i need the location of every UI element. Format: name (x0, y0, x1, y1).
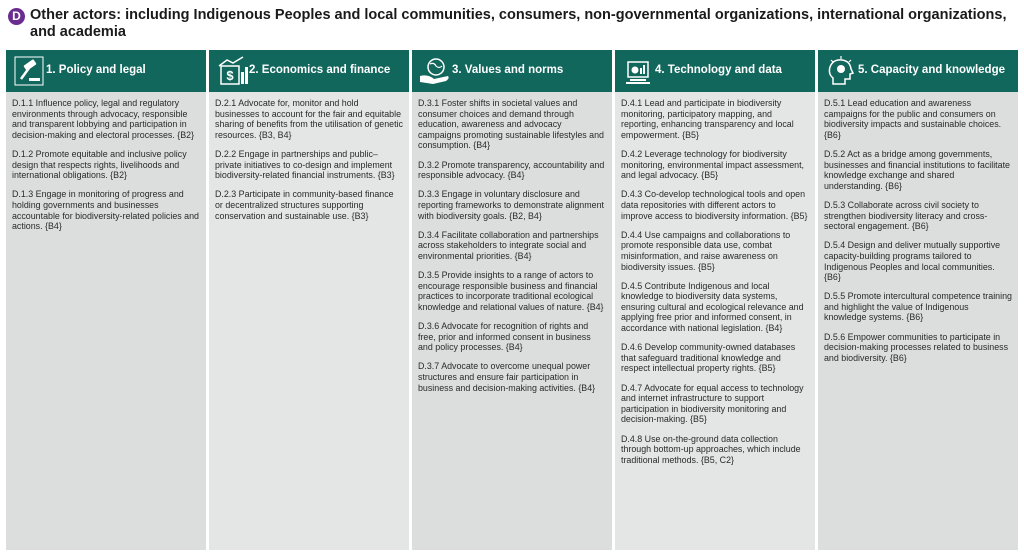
list-item: D.3.7 Advocate to overcome unequal power structures and ensure fair participation in business and decision-making activities. {B4} (418, 361, 596, 393)
list-item: D.5.2 Act as a bridge among governments, businesses and financial institutions to facilitate knowledge exchange and shared understanding. {B6} (824, 148, 1010, 191)
list-item: D.5.6 Empower communities to participate in decision-making processes related to business and biodiversity. {B6} (824, 331, 1009, 363)
column-header (412, 50, 612, 92)
head-lightbulb-icon (824, 54, 858, 88)
column-title: 5. Capacity and knowledge (858, 64, 1005, 76)
list-item: D.4.4 Use campaigns and collaborations to promote responsible data use, combat misinformation, and raise awareness on biodiversity issues. {B5} (621, 229, 791, 272)
list-item: D.1.1 Influence policy, legal and regulatory environments through advocacy, responsible and transparent lobbying and participation in decision-making and electoral processes. {B2} (12, 98, 195, 140)
column-economics-finance (209, 50, 409, 550)
section-header (8, 7, 1018, 47)
list-item: D.1.3 Engage in monitoring of progress and holding governments and businesses accountable for biodiversity-related policies and actions. {B4} (12, 189, 199, 232)
list-item: D.4.2 Leverage technology for biodiversity monitoring, environmental impact assessment, and legal advocacy. {B5} (621, 148, 805, 181)
hands-globe-icon (418, 54, 452, 88)
column-title: 1. Policy and legal (46, 64, 146, 76)
item-list (615, 92, 815, 465)
column-capacity-knowledge (818, 50, 1018, 550)
list-item: D.4.1 Lead and participate in biodiversity monitoring, participatory mapping, and reporting, enhancing transparency and local empowerment. {B5} (621, 98, 794, 140)
list-item: D.5.1 Lead education and awareness campaigns for the public and consumers on biodiversity impacts and sustainable choices. {B6} (824, 98, 1002, 140)
list-item: D.4.7 Advocate for equal access to technology and internet infrastructure to support participation in biodiversity monitoring and decision-making. {B5} (621, 382, 804, 425)
column-header (209, 50, 409, 92)
item-list (6, 92, 206, 232)
column-values-norms (412, 50, 612, 550)
column-title: 2. Economics and finance (249, 64, 391, 76)
list-item: D.2.3 Participate in community-based finance or decentralized structures supporting conservation and sustainable use. {B3} (215, 189, 394, 221)
list-item: D.5.5 Promote intercultural competence training and highlight the value of Indigenous knowledge systems. {B6} (824, 291, 1012, 323)
computer-chart-icon (621, 54, 655, 88)
column-policy-legal (6, 50, 206, 550)
list-item: D.5.4 Design and deliver mutually supportive capacity-building programs tailored to Indigenous Peoples and local communities. {B6} (824, 240, 1001, 283)
item-list (818, 92, 1018, 363)
section-badge: D (8, 8, 25, 25)
list-item: D.3.4 Facilitate collaboration and partnerships across stakeholders to integrate social and environmental priorities. {B4} (418, 229, 599, 261)
column-header (615, 50, 815, 92)
list-item: D.3.1 Foster shifts in societal values and consumer choices and demand through education, awareness and advocacy campaigns promoting sustainable lifestyles and consumption. {B4} (418, 98, 604, 151)
svg-text:$: $ (226, 68, 234, 83)
list-item: D.4.3 Co-develop technological tools and open data repositories with different actors to improve access to biodiversity information. {B5} (621, 189, 808, 221)
columns-container (6, 50, 1018, 550)
list-item: D.2.1 Advocate for, monitor and hold businesses to account for the fair and equitable sharing of benefits from the utilisation of genetic resources. {B3, B4} (215, 98, 403, 140)
list-item: D.5.3 Collaborate across civil society to strengthen biodiversity literacy and cross-sectoral engagement. {B6} (824, 199, 988, 232)
column-header (818, 50, 1018, 92)
column-title: 4. Technology and data (655, 64, 782, 76)
list-item: D.1.2 Promote equitable and inclusive policy design that respects rights, livelihoods and international obligations. {B2} (12, 148, 187, 181)
money-chart-icon (215, 54, 249, 88)
section-title: Other actors: including Indigenous Peoples and local communities, consumers, non-governmental organizations, international organizations, and academia (30, 7, 1007, 40)
list-item: D.3.2 Promote transparency, accountability and responsible advocacy. {B4} (418, 159, 605, 181)
column-technology-data (615, 50, 815, 550)
column-header (6, 50, 206, 92)
list-item: D.3.6 Advocate for recognition of rights and free, prior and informed consent in business and policy processes. {B4} (418, 321, 591, 353)
list-item: D.4.5 Contribute Indigenous and local knowledge to biodiversity data systems, ensuring cultural and ecological relevance and applying free prior and informed consent, in accordance with national legislation. {B4} (621, 280, 804, 334)
list-item: D.4.8 Use on-the-ground data collection through bottom-up approaches, which include traditional methods. {B5, C2} (621, 433, 801, 465)
list-item: D.3.3 Engage in voluntary disclosure and reporting frameworks to demonstrate alignment with biodiversity goals. {B2, B4} (418, 189, 604, 221)
item-list (209, 92, 409, 221)
item-list (412, 92, 612, 393)
list-item: D.4.6 Develop community-owned databases that safeguard traditional knowledge and respect intellectual property rights. {B5} (621, 342, 796, 374)
gavel-icon (12, 54, 46, 88)
column-title: 3. Values and norms (452, 64, 564, 76)
list-item: D.2.2 Engage in partnerships and public–private initiatives to co-design and implement biodiversity-related financial instruments. {B3} (215, 148, 395, 181)
list-item: D.3.5 Provide insights to a range of actors to encourage responsible business and financial practices to incorporate traditional ecological knowledge and relational values of nature. {B4} (418, 270, 604, 312)
